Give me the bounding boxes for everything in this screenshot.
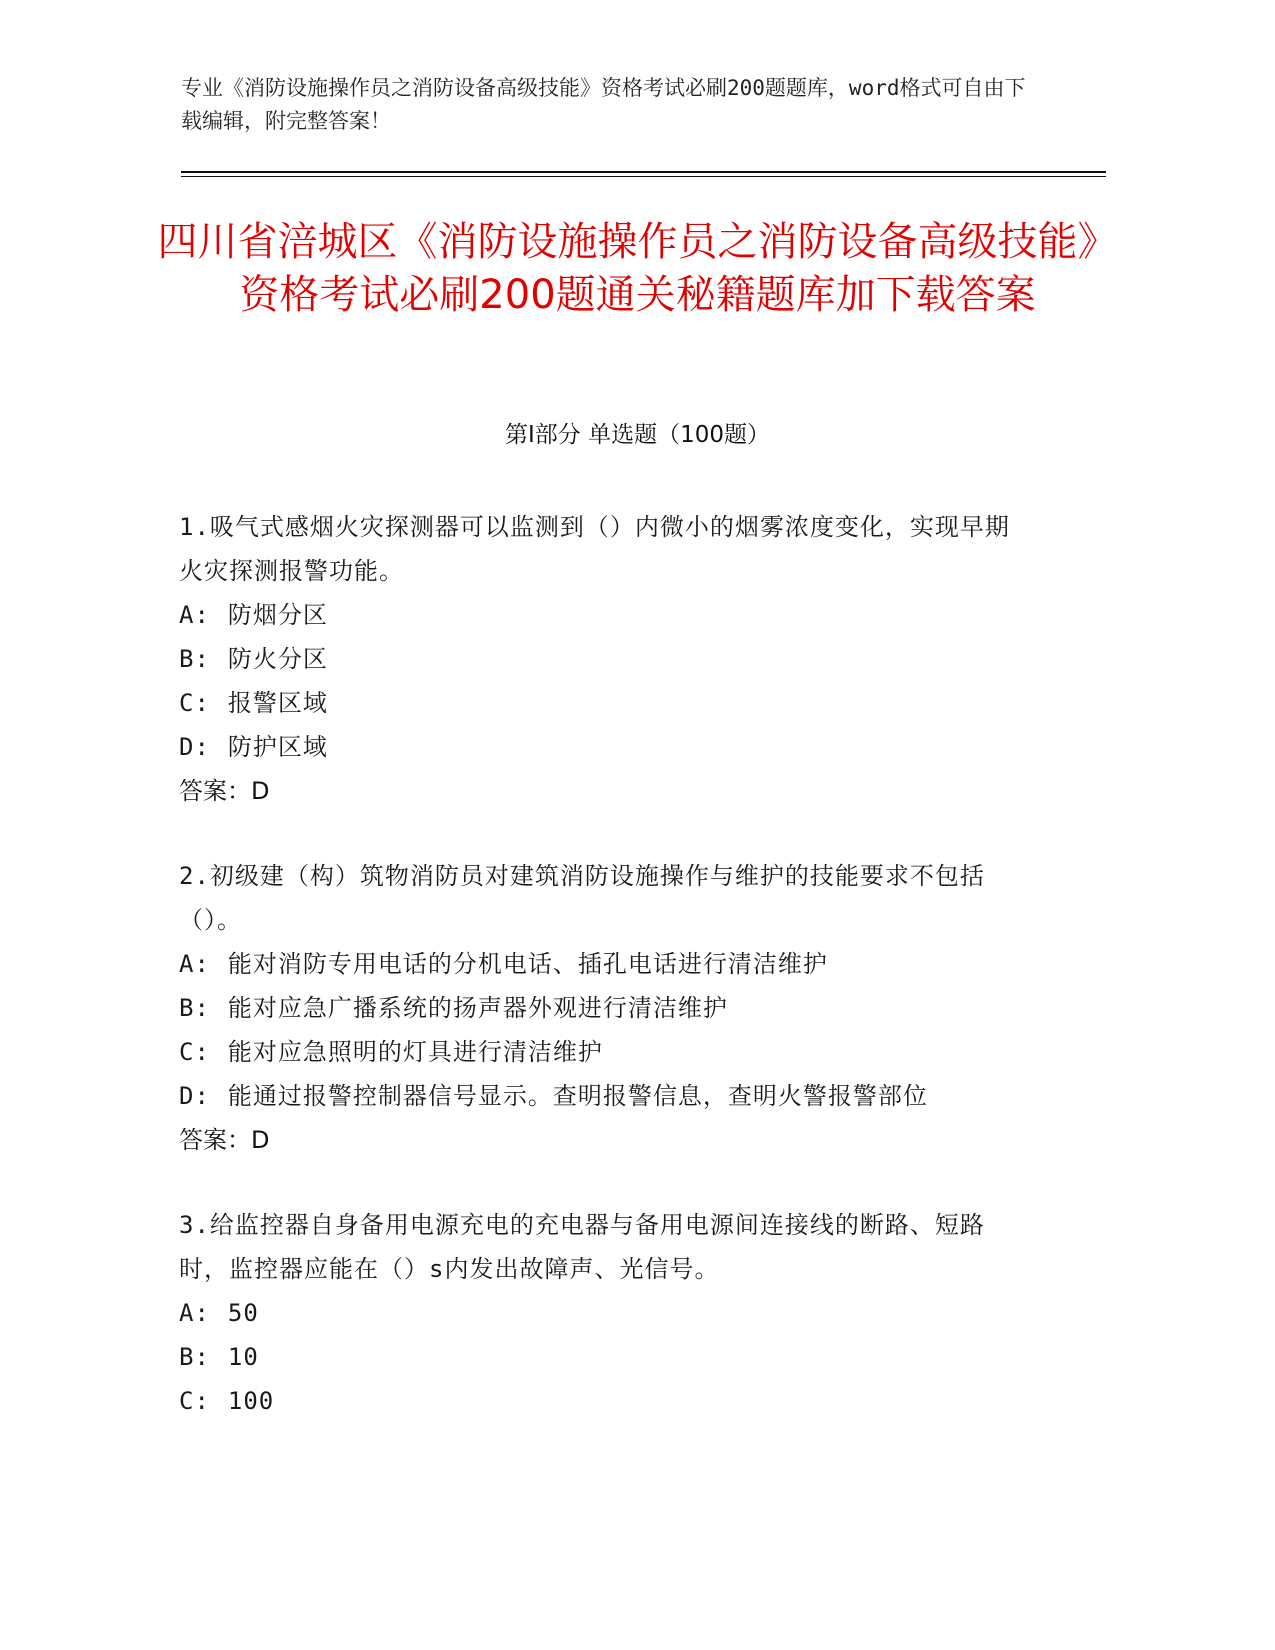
option-text: 防火分区: [227, 645, 328, 673]
question-stem: 3.给监控器自身备用电源充电的充电器与备用电源间连接线的断路、短路时，监控器应能在（）s内发出故障声、光信号。: [179, 1211, 985, 1283]
option-letter: A:: [179, 1299, 210, 1327]
option-a: [179, 1291, 1019, 1335]
option-b: [179, 637, 1019, 681]
question-list: [179, 505, 1019, 1464]
header-rule-thin: [181, 176, 1106, 177]
section-heading: 第Ⅰ部分 单选题（100题）: [505, 422, 770, 448]
question-stem: 1.吸气式感烟火灾探测器可以监测到（）内微小的烟雾浓度变化，实现早期火灾探测报警功能。: [179, 513, 1010, 585]
question-3: [179, 1203, 1019, 1423]
option-letter: A:: [179, 950, 210, 978]
option-text: 能对应急照明的灯具进行清洁维护: [227, 1038, 603, 1066]
option-d: [179, 725, 1019, 769]
option-letter: B:: [179, 1343, 210, 1371]
option-letter: D:: [179, 1082, 210, 1110]
option-b: [179, 986, 1019, 1030]
answer-line: 答案：D: [179, 1126, 270, 1154]
answer-line: 答案：D: [179, 777, 270, 805]
question-stem: 2.初级建（构）筑物消防员对建筑消防设施操作与维护的技能要求不包括（）。: [179, 862, 985, 934]
option-text: 10: [227, 1343, 259, 1371]
option-text: 防烟分区: [227, 601, 328, 629]
option-c: [179, 681, 1019, 725]
option-letter: C:: [179, 1387, 210, 1415]
question-2: [179, 854, 1019, 1162]
option-text: 50: [227, 1299, 259, 1327]
option-c: [179, 1030, 1019, 1074]
option-text: 能对应急广播系统的扬声器外观进行清洁维护: [227, 994, 728, 1022]
option-d: [179, 1074, 1019, 1118]
option-a: [179, 942, 1019, 986]
header-rule-thick: [181, 171, 1106, 173]
option-b: [179, 1335, 1019, 1379]
option-letter: C:: [179, 689, 210, 717]
option-text: 100: [227, 1387, 275, 1415]
option-letter: A:: [179, 601, 210, 629]
option-letter: C:: [179, 1038, 210, 1066]
option-letter: B:: [179, 645, 210, 673]
header-note: 专业《消防设施操作员之消防设备高级技能》资格考试必刷200题题库，word格式可自由下载编辑，附完整答案！: [181, 76, 1026, 133]
option-text: 报警区域: [227, 689, 328, 717]
option-letter: B:: [179, 994, 210, 1022]
option-text: 防护区域: [227, 733, 328, 761]
option-c: [179, 1379, 1019, 1423]
option-text: 能通过报警控制器信号显示。查明报警信息，查明火警报警部位: [227, 1082, 928, 1110]
option-letter: D:: [179, 733, 210, 761]
option-text: 能对消防专用电话的分机电话、插孔电话进行清洁维护: [227, 950, 828, 978]
document-title: 四川省涪城区《消防设施操作员之消防设备高级技能》资格考试必刷200题通关秘籍题库加下载答案: [157, 219, 1118, 318]
question-1: [179, 505, 1019, 813]
option-a: [179, 593, 1019, 637]
